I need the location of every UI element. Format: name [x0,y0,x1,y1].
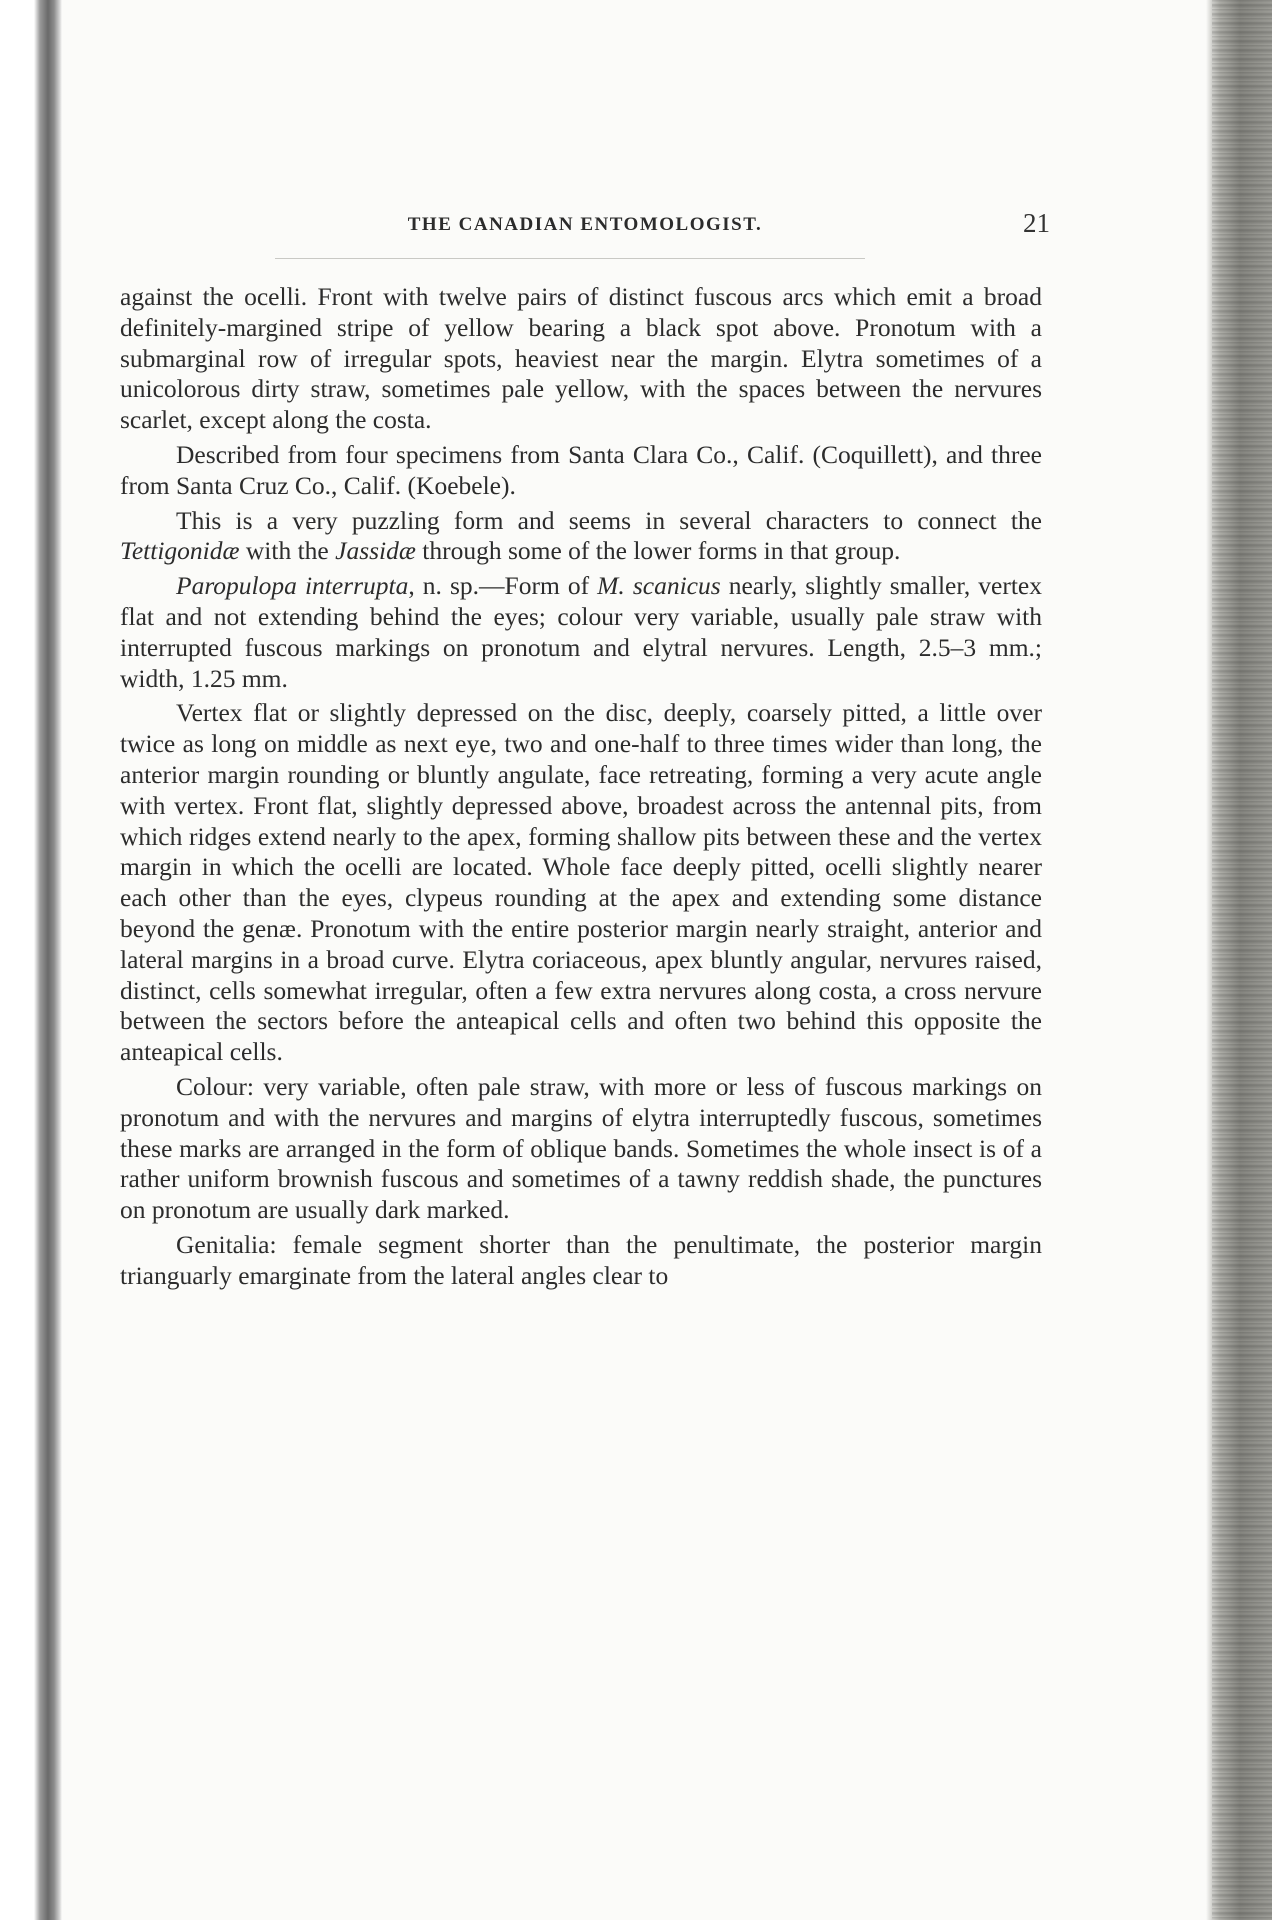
page-left-edge [0,0,62,1920]
paragraph-3 [120,506,1042,568]
paragraph-4-text: nearly, slightly smaller, vertex flat and not extending behind the eyes; colour very variable, usually pale straw with interrupted fuscous markings on pronotum and elytral nervures. Length, 2.5–3 mm.; width, 1.25 mm. [120,571,1042,693]
taxon-m-scanicus: M. scanicus [597,571,721,601]
taxon-tettigonidae: Tettigonidæ [120,536,240,566]
paragraph-4 [120,571,1042,694]
page-right-edge [1210,0,1272,1920]
paragraph-5: Vertex flat or slightly depressed on the disc, deeply, coarsely pitted, a little over twice as long on middle as next eye, two and one-half to three times wider than long, the anterior margin rounding or bluntly angulate, face retreating, forming a very acute angle with vertex. Front flat, slightly depressed above, broadest across the antennal pits, from which ridges extend nearly to the apex, forming shallow pits between these and the vertex margin in which the ocelli are located. Whole face deeply pitted, ocelli slightly nearer each other than the eyes, clypeus rounding at the apex and extending some distance beyond the genæ. Pronotum with the entire posterior margin nearly straight, anterior and lateral margins in a broad curve. Elytra coriaceous, apex bluntly angular, nervures raised, distinct, cells somewhat irregular, often a few extra nervures along costa, a cross nervure between the sectors before the anteapical cells and often two behind this opposite the anteapical cells. [120,698,1042,1067]
paragraph-3-text: through some of the lower forms in that group. [415,536,901,566]
species-name: Paropulopa interrupta [176,571,409,601]
body-text [120,282,1042,1292]
page-header [120,208,1050,254]
running-title: THE CANADIAN ENTOMOLOGIST. [407,214,763,235]
paragraph-2: Described from four specimens from Santa Clara Co., Calif. (Coquillett), and three from Santa Cruz Co., Calif. (Koebele). [120,439,1042,500]
paragraph-3-text: with the [239,536,336,566]
paragraph-3-text: This is a very puzzling form and seems in several characters to connect the [176,505,1042,535]
paragraph-1: against the ocelli. Front with twelve pairs of distinct fuscous arcs which emit a broad definitely-margined stripe of yellow bearing a black spot above. Pronotum with a submarginal row of irregular spots, heaviest near the margin. Elytra sometimes of a unicolorous dirty straw, sometimes pale yellow, with the spaces between the nervures scarlet, except along the costa. [120,282,1042,435]
header-rule [275,258,865,259]
paragraph-7: Genitalia: female segment shorter than the penultimate, the posterior margin trianguarly emarginate from the lateral angles clear to [120,1229,1042,1290]
paragraph-6: Colour: very variable, often pale straw, with more or less of fuscous markings on pronotum and with the nervures and margins of elytra interruptedly fuscous, sometimes these marks are arranged in the form of oblique bands. Sometimes the whole insect is of a rather uniform brownish fuscous and sometimes of a tawny reddish shade, the punctures on pronotum are usually dark marked. [120,1071,1042,1225]
page-number: 21 [1023,208,1050,238]
paragraph-4-text: , n. sp.—Form of [408,571,598,601]
taxon-jassidae: Jassidæ [335,536,416,566]
